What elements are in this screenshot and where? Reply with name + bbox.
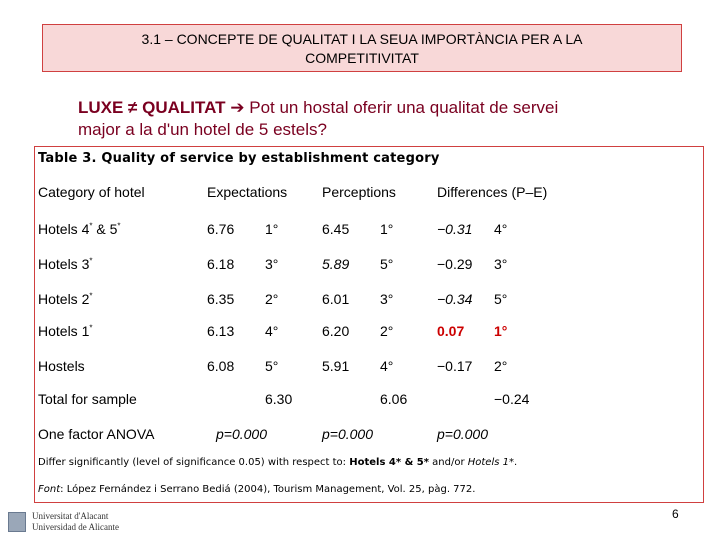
cell-per: 5.89 bbox=[322, 256, 350, 272]
cell-per-rank: 3° bbox=[380, 291, 394, 307]
row-name: Hotels 2* bbox=[38, 291, 93, 307]
total-diff: −0.24 bbox=[494, 391, 530, 407]
cell-exp: 6.18 bbox=[207, 256, 235, 272]
anova-per: p=0.000 bbox=[322, 426, 373, 442]
cell-exp: 6.35 bbox=[207, 291, 235, 307]
university-name-es: Universidad de Alicante bbox=[32, 522, 119, 532]
header-perceptions: Perceptions bbox=[322, 184, 396, 200]
cell-exp-rank: 3° bbox=[265, 256, 279, 272]
cell-diff: 0.07 bbox=[437, 323, 465, 339]
university-emblem-icon bbox=[8, 512, 26, 532]
table-caption: Table 3. Quality of service by establishment category bbox=[38, 151, 440, 166]
cell-diff: −0.31 bbox=[437, 221, 473, 237]
cell-per: 5.91 bbox=[322, 358, 350, 374]
cell-exp-rank: 1° bbox=[265, 221, 279, 237]
subtitle bbox=[78, 97, 698, 141]
row-name: Hotels 1* bbox=[38, 323, 93, 339]
subtitle-question-cont: major a la d'un hotel de 5 estels? bbox=[78, 120, 327, 139]
footnote-italic: Hotels 1* bbox=[467, 457, 514, 468]
total-exp: 6.30 bbox=[265, 391, 293, 407]
anova-diff: p=0.000 bbox=[437, 426, 488, 442]
cell-diff-rank: 1° bbox=[494, 323, 508, 339]
source-label: Font bbox=[38, 484, 61, 495]
cell-diff-rank: 3° bbox=[494, 256, 508, 272]
arrow-icon: ➔ bbox=[230, 98, 245, 117]
subtitle-question: Pot un hostal oferir una qualitat de servei bbox=[244, 98, 559, 117]
anova-exp: p=0.000 bbox=[216, 426, 267, 442]
page-number: 6 bbox=[672, 507, 679, 521]
cell-diff: −0.34 bbox=[437, 291, 473, 307]
slide-title-line2: COMPETITIVITAT bbox=[305, 50, 419, 66]
cell-exp: 6.13 bbox=[207, 323, 235, 339]
header-category: Category of hotel bbox=[38, 184, 145, 200]
slide-title bbox=[42, 24, 682, 72]
slide-title-line1: 3.1 – CONCEPTE DE QUALITAT I LA SEUA IMPORTÀNCIA PER A LA bbox=[141, 31, 583, 47]
cell-per-rank: 1° bbox=[380, 221, 394, 237]
footnote-end: . bbox=[514, 457, 518, 468]
cell-per: 6.20 bbox=[322, 323, 350, 339]
subtitle-lead: LUXE ≠ QUALITAT bbox=[78, 98, 226, 117]
footnote bbox=[38, 457, 517, 468]
footnote-prefix: Differ significantly (level of significance 0.05) with respect to: bbox=[38, 457, 350, 468]
row-name: Hotels 4* & 5* bbox=[38, 221, 121, 237]
cell-diff-rank: 2° bbox=[494, 358, 508, 374]
cell-exp-rank: 4° bbox=[265, 323, 279, 339]
cell-diff-rank: 5° bbox=[494, 291, 508, 307]
total-label: Total for sample bbox=[38, 391, 137, 407]
row-name: Hotels 3* bbox=[38, 256, 93, 272]
source-text: : López Fernández i Serrano Bediá (2004), Tourism Management, Vol. 25, pàg. 772. bbox=[60, 484, 476, 495]
cell-exp: 6.76 bbox=[207, 221, 235, 237]
cell-per-rank: 4° bbox=[380, 358, 394, 374]
cell-diff: −0.29 bbox=[437, 256, 473, 272]
cell-per: 6.01 bbox=[322, 291, 350, 307]
university-name-ca: Universitat d'Alacant bbox=[32, 511, 109, 521]
header-expectations: Expectations bbox=[207, 184, 288, 200]
cell-per-rank: 2° bbox=[380, 323, 394, 339]
source-note bbox=[38, 484, 475, 495]
footnote-bold: Hotels 4* & 5* bbox=[349, 457, 429, 468]
cell-exp-rank: 2° bbox=[265, 291, 279, 307]
header-differences: Differences (P–E) bbox=[437, 184, 548, 200]
footnote-mid: and/or bbox=[428, 457, 468, 468]
cell-diff-rank: 4° bbox=[494, 221, 508, 237]
university-name bbox=[32, 511, 119, 533]
row-name: Hostels bbox=[38, 358, 85, 374]
cell-per: 6.45 bbox=[322, 221, 350, 237]
cell-diff: −0.17 bbox=[437, 358, 473, 374]
cell-exp: 6.08 bbox=[207, 358, 235, 374]
cell-per-rank: 5° bbox=[380, 256, 394, 272]
cell-exp-rank: 5° bbox=[265, 358, 279, 374]
anova-label: One factor ANOVA bbox=[38, 426, 155, 442]
total-per: 6.06 bbox=[380, 391, 408, 407]
